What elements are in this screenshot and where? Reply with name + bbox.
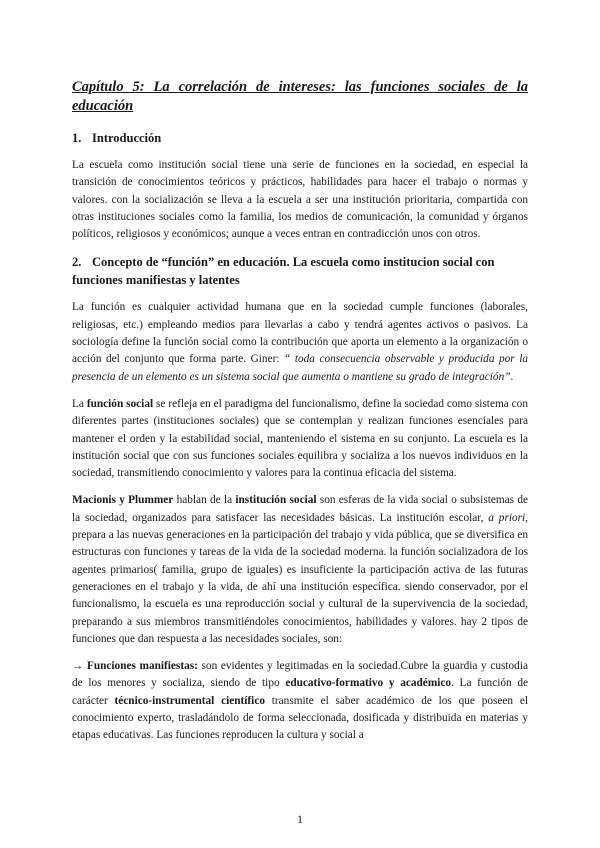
section-heading-concepto — [72, 253, 528, 289]
bold-term: técnico-instrumental científico — [114, 694, 265, 707]
paragraph-text: se refleja en el paradigma del funcionalismo, define la sociedad como sistema con diferentes partes (instituciones sociales) que se contemplan y realizan funciones esenciales para mantener el orden y la estabilidad social, manteniendo el sistema en su conjunto. La escuela es la institución social que con sus funciones sociales equilibra y socializa a los nuevos individuos en la sociedad, transmitiendo conocimiento y valores para la continua eficacia del sistema. — [72, 397, 528, 480]
paragraph-text: transmite el saber académico de los que poseen el conocimiento experto, trasladándolo de forma seleccionada, dosificada y distribuida en materias y etapas educativas. Las funciones reproducen la cultura y social a — [72, 694, 528, 742]
bold-authors: Macionis y Plummer — [72, 494, 174, 507]
section-number: 1. — [72, 131, 82, 145]
paragraph-text: , prepara a las nuevas generaciones en la participación del trabajo y vida pública, que se diversifica en estructuras con funciones y tareas de la vida de la sociedad moderna. la función socializadora de los agentes primarios( familia, grupo de iguales) es insuficiente la participación activa de las futuras generaciones en el trabajo y la vida, de ahí una institución específica. siendo conservador, por el funcionalismo, la escuela es una reproducción social y cultural de la supervivencia de la sociedad, preparando a sus miembros transmitiéndoles conocimientos, habilidades y valores. hay 2 tipos de funciones que dan respuesta a las necesidades sociales, son: — [72, 511, 528, 645]
italic-term: a priori — [488, 511, 526, 524]
paragraph-funcion — [72, 299, 528, 385]
bold-term: Funciones manifiestas: — [86, 660, 198, 673]
paragraph-funciones-manifiestas — [72, 658, 528, 744]
paragraph-institucion-social — [72, 492, 528, 648]
bold-term: función social — [86, 397, 154, 410]
paragraph-text: La — [72, 397, 87, 410]
bold-term: institución social — [235, 494, 317, 507]
section-heading-text: Concepto de “función” en educación. La escuela como institucion social con funciones manifiestas y latentes — [72, 255, 495, 288]
section-heading-introduccion — [72, 129, 528, 147]
paragraph-text: son esferas de la vida social o subsistemas de la sociedad, organizados para satisfacer las necesidades básicas. La institución escolar, — [72, 494, 529, 524]
chapter-title: Capítulo 5: La correlación de intereses: las funciones sociales de la educación — [72, 79, 528, 114]
page-number: 1 — [297, 812, 303, 826]
paragraph-text: . — [510, 370, 514, 383]
arrow-icon: → — [72, 660, 87, 673]
paragraph-text: . La función de carácter — [72, 677, 528, 707]
section-heading-text: Introducción — [92, 131, 162, 145]
paragraph-text: son evidentes y legitimadas en la sociedad.Cubre la guardia y custodia de los menores y socializa, siendo de tipo — [72, 660, 528, 690]
intro-paragraph: La escuela como institución social tiene una serie de funciones en la sociedad, en especial la transición de conocimientos teóricos y prácticos, habilidades para hacer el trabajo o normas y valores. con la socialización se lleva a la escuela a ser una institución prioritaria, compartida con otras instituciones sociales como la familia, los medios de comunicación, la comunidad y órganos políticos, religiosos y económicos; aunque a veces entran en contradicción unos con otros. — [72, 159, 528, 241]
paragraph-funcion-social — [72, 396, 528, 482]
bold-term: educativo-formativo y académico — [285, 677, 452, 690]
paragraph-text: hablan de la — [173, 494, 236, 507]
paragraph-text: La función es cualquier actividad humana que en la sociedad cumple funciones (laborales, religiosas, etc.) empleando medios para llevarlas a cabo y tendrá agentes activos o pasivos. La sociología define la función social como la contribución que aporta un elemento a la organización o acción del conjunto que forma parte. Giner: — [72, 301, 528, 366]
section-number: 2. — [72, 255, 82, 270]
document-page — [72, 78, 528, 745]
giner-quote: “ toda consecuencia observable y producida por la presencia de un elemento es un sistema social que aumenta o mantiene su grado de integración” — [72, 353, 528, 383]
